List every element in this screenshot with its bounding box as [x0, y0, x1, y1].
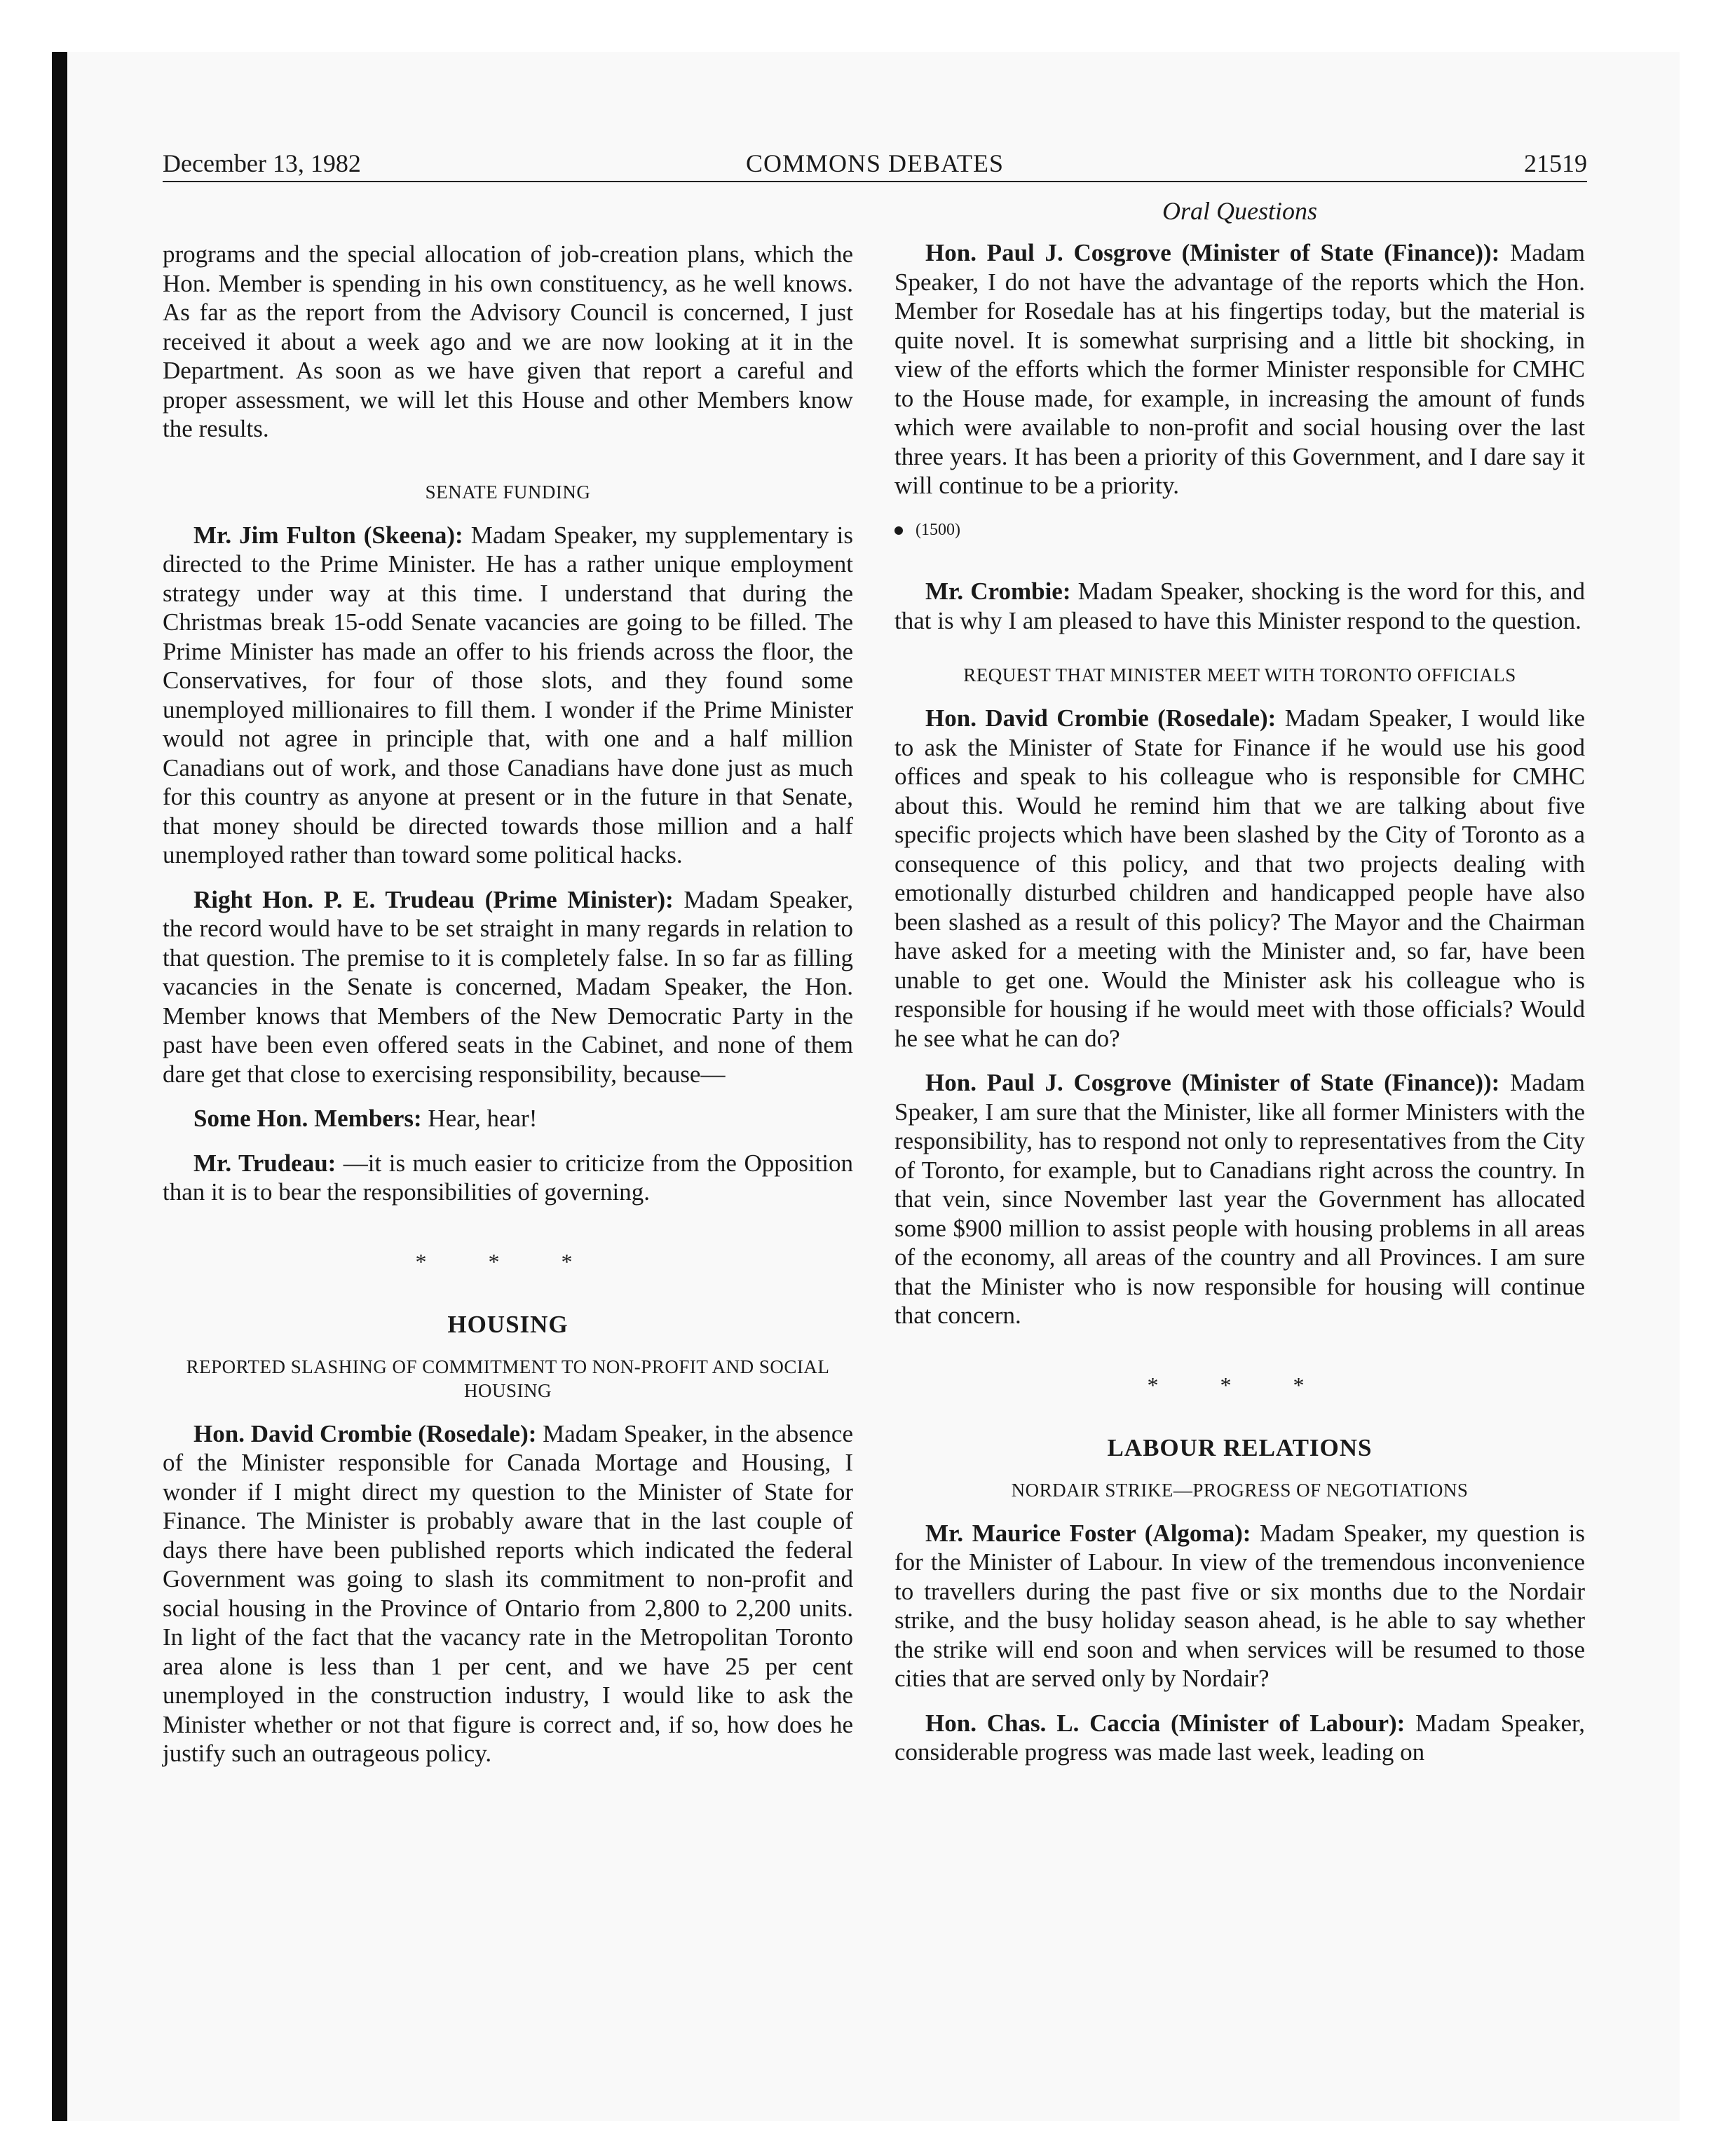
time-marker: [894, 516, 1585, 545]
speaker-name: Mr. Crombie:: [925, 578, 1071, 605]
paragraph: [163, 1149, 853, 1207]
speaker-name: Hon. David Crombie (Rosedale):: [193, 1419, 537, 1447]
paragraph: [894, 1709, 1585, 1767]
time-marker-text: (1500): [916, 520, 960, 539]
speaker-name: Mr. Trudeau:: [193, 1149, 336, 1177]
heading-labour-relations: LABOUR RELATIONS: [1107, 1434, 1373, 1461]
section-label: Oral Questions: [1162, 197, 1317, 225]
subheading-labour: NORDAIR STRIKE—PROGRESS OF NEGOTIATIONS: [1011, 1479, 1469, 1501]
subheading-housing: REPORTED SLASHING OF COMMITMENT TO NON-PROFIT AND SOCIAL HOUSING: [186, 1356, 830, 1401]
subheading-senate-funding: SENATE FUNDING: [425, 481, 591, 503]
speech-text: Madam Speaker, considerable progress was made last week, leading on: [894, 1709, 1585, 1766]
bullet-icon: [894, 526, 903, 535]
speaker-name: Hon. David Crombie (Rosedale):: [925, 704, 1277, 732]
paragraph: [163, 521, 853, 870]
header-publication: COMMONS DEBATES: [745, 149, 1005, 177]
speech-text: Madam Speaker, I do not have the advantage of the reports which the Hon. Member for Rosedale has at his fingertips today, but the material is quite novel. It is somewhat surprising and a little bit shocking, in view of the efforts which the former Minister responsible for CMHC to the House made, for example, in increasing the amount of funds which were available to non-profit and social housing over the last three years. It has been a priority of this Government, and I dare say it will continue to be a priority.: [894, 239, 1585, 499]
paragraph: [894, 577, 1585, 635]
paragraph: [163, 1104, 853, 1133]
section-separator: * * *: [415, 1248, 601, 1274]
header-page-number: 21519: [1524, 149, 1587, 177]
speech-text: Madam Speaker, the record would have to be set straight in many regards in relation to that question. The premise to it is completely false. In so far as filling vacancies in the Senate is concerned, Madam Speaker, the Hon. Member knows that Members of the New Democratic Party in the past have been even offered seats in the Cabinet, and none of them dare get that close to exercising responsibility, because—: [163, 885, 853, 1088]
left-column: [163, 240, 853, 1784]
scan-binding-edge: [52, 52, 67, 2121]
speaker-name: Hon. Paul J. Cosgrove (Minister of State (Finance)):: [925, 1069, 1500, 1096]
speech-text: Madam Speaker, I am sure that the Minister, like all former Ministers with the responsibility, has to respond not only to representatives from the City of Toronto, for example, but to Canadians right across the country. In that vein, since November last year the Government has allocated some $900 million to assist people with housing problems in all areas of the economy, all areas of the country and all Provinces. I am sure that the Minister who is now responsible for housing will continue that concern.: [894, 1069, 1585, 1329]
speaker-name: Mr. Jim Fulton (Skeena):: [193, 521, 463, 549]
speaker-name: Hon. Chas. L. Caccia (Minister of Labour):: [925, 1709, 1406, 1737]
section-separator: * * *: [1147, 1372, 1333, 1398]
header-date: December 13, 1982: [163, 149, 361, 177]
speaker-name: Right Hon. P. E. Trudeau (Prime Minister):: [193, 885, 674, 913]
speech-text: Madam Speaker, in the absence of the Minister responsible for Canada Mortage and Housing, I wonder if I might direct my question to the Minister of State for Finance. The Minister is probably aware that in the last couple of days there have been published reports which indicated the federal Government was going to slash its commitment to non-profit and social housing in the Province of Ontario from 2,800 to 2,200 units. In light of the fact that the vacancy rate in the Metropolitan Toronto area alone is less than 1 per cent, and we have 25 per cent unemployed in the construction industry, I would like to ask the Minister whether or not that figure is correct and, if so, how does he justify such an outrageous policy.: [163, 1419, 853, 1767]
paragraph: [163, 885, 853, 1089]
speech-text: Madam Speaker, my question is for the Minister of Labour. In view of the tremendous inconvenience to travellers during the past five or six months due to the Nordair strike, and the busy holiday season ahead, is he able to say whether the strike will end soon and when services will be resumed to those cities that are served only by Nordair?: [894, 1519, 1585, 1692]
header-rule: [163, 181, 1587, 182]
paragraph: [894, 238, 1585, 500]
speech-text: Madam Speaker, I would like to ask the Minister of State for Finance if he would use his good offices and speak to his colleague who is responsible for CMHC about this. Would he remind him that we are talking about five specific projects which have been slashed by the City of Toronto as a consequence of this policy, and that two projects dealing with emotionally disturbed children and handicapped people have also been slashed as a result of this policy? The Mayor and the Chairman have asked for a meeting with the Minister and, so far, have been unable to get one. Would the Minister ask his colleague who is responsible for housing if he would meet with those officials? Would he see what he can do?: [894, 704, 1585, 1052]
speaker-name: Hon. Paul J. Cosgrove (Minister of State (Finance)):: [925, 239, 1500, 266]
subheading-request: REQUEST THAT MINISTER MEET WITH TORONTO OFFICIALS: [963, 664, 1516, 685]
speech-text: Hear, hear!: [421, 1105, 538, 1132]
paragraph: programs and the special allocation of job-creation plans, which the Hon. Member is spending in his own constituency, as he well knows. As far as the report from the Advisory Council is concerned, I just received it about a week ago and we are now looking at it in the Department. As soon as we have given that report a careful and proper assessment, we will let this House and other Members know the results.: [163, 240, 853, 442]
speech-text: Madam Speaker, shocking is the word for this, and that is why I am pleased to have this Minister respond to the question.: [894, 578, 1585, 634]
paragraph: [894, 1519, 1585, 1693]
running-header: [163, 144, 1587, 186]
speech-text: Madam Speaker, my supplementary is directed to the Prime Minister. He has a rather unique employment strategy under way at this time. I understand that during the Christmas break 15-odd Senate vacancies are going to be filled. The Prime Minister has made an offer to his friends across the floor, the Conservatives, for four of those slots, and they found some unemployed millionaires to fill them. I wonder if the Prime Minister would not agree in principle that, with one and a half million Canadians out of work, and those Canadians have done just as much for this country as anyone at present or in the future in that Senate, that money should be directed towards those million and a half unemployed rather than toward some political hacks.: [163, 521, 854, 868]
speaker-name: Mr. Maurice Foster (Algoma):: [925, 1519, 1251, 1547]
paragraph: [163, 1419, 853, 1768]
heading-housing: HOUSING: [447, 1311, 569, 1338]
right-column: [894, 238, 1585, 1782]
paragraph: [894, 1068, 1585, 1330]
speech-text: —it is much easier to criticize from the Opposition than it is to bear the responsibilities of governing.: [163, 1149, 854, 1206]
speaker-name: Some Hon. Members:: [193, 1105, 422, 1132]
paragraph: [894, 704, 1585, 1053]
